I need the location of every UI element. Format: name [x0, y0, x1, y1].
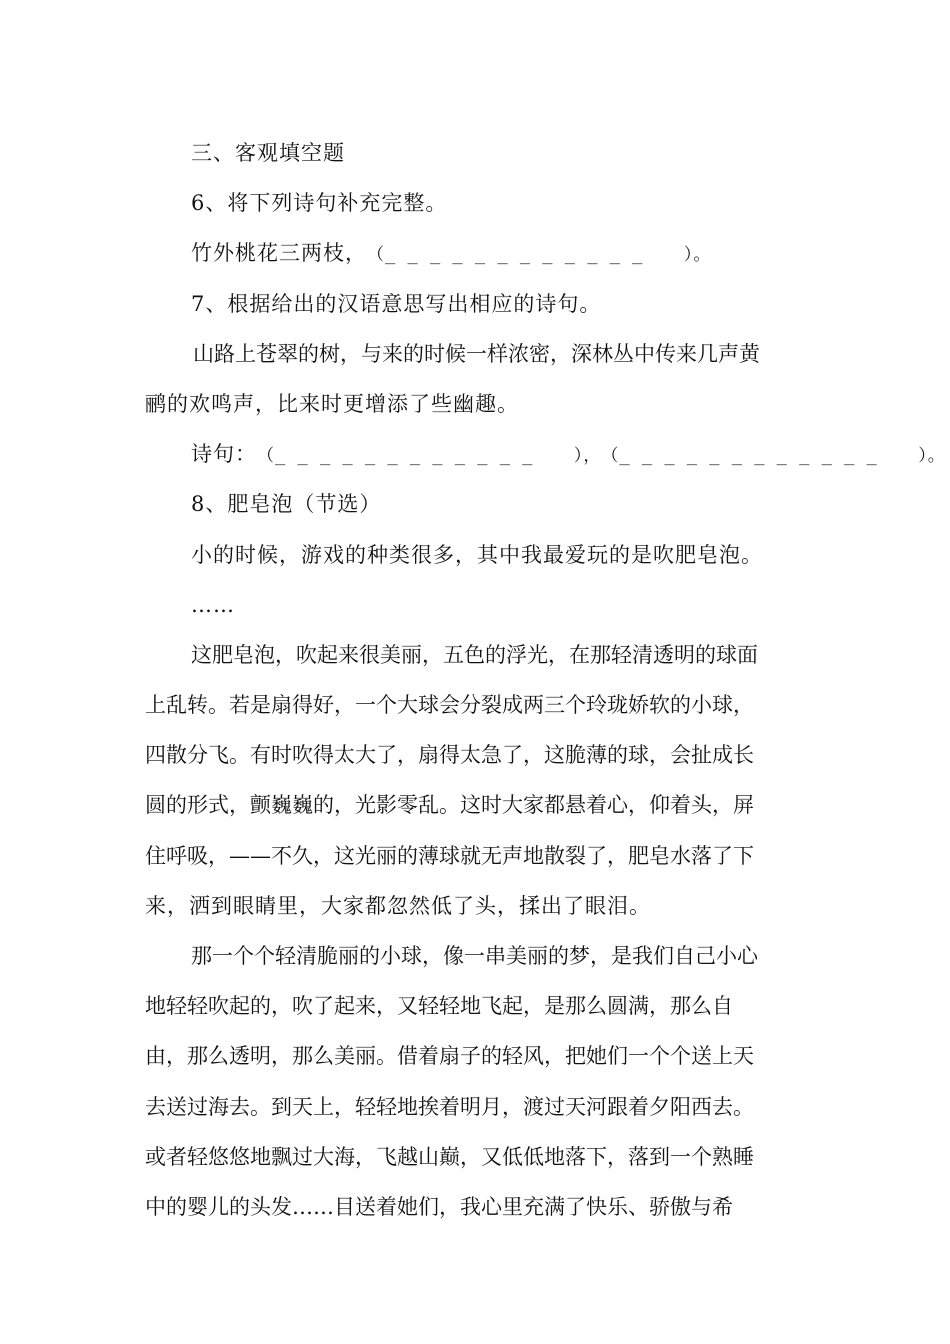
question-6-title: 6、将下列诗句补充完整。 [191, 191, 448, 216]
question-7-title: 7、根据给出的汉语意思写出相应的诗句。 [191, 291, 602, 316]
paragraph-line: 由，那么透明，那么美丽。借着扇子的轻风，把她们一个个送上天 [145, 1044, 754, 1069]
question-7-answer-line [145, 429, 946, 479]
paragraph-line: 住呼吸，——不久，这光丽的薄球就无声地散裂了，肥皂水落了下 [145, 843, 754, 868]
paragraph-line: 中的婴儿的头发……目送着她们，我心里充满了快乐、骄傲与希 [145, 1194, 733, 1219]
question-8-title: 8、肥皂泡（节选） [191, 492, 382, 517]
paragraph-line: 那一个个轻清脆丽的小球，像一串美丽的梦，是我们自己小心 [191, 944, 758, 968]
paragraph-line: 上乱转。若是扇得好，一个大球会分裂成两三个玲珑娇软的小球， [145, 693, 754, 718]
fill-blank[interactable]: （_ _ _ _ _ _ _ _ _ _ _ _ ）。 [601, 446, 946, 467]
question-7-meaning-line: 鹂的欢鸣声，比来时更增添了些幽趣。 [145, 391, 519, 416]
paragraph-line: 这肥皂泡，吹起来很美丽，五色的浮光，在那轻清透明的球面 [191, 642, 758, 667]
paragraph-line: 或者轻悠悠地飘过大海，飞越山巅，又低低地落下，落到一个熟睡 [145, 1144, 754, 1169]
section-title: 三、客观填空题 [191, 141, 345, 165]
fill-blank[interactable]: （_ _ _ _ _ _ _ _ _ _ _ _ ）， [257, 446, 602, 467]
answer-prefix: 诗句： [191, 442, 257, 467]
paragraph-line: 来，洒到眼睛里，大家都忽然低了头，揉出了眼泪。 [145, 893, 651, 918]
paragraph-line: 去送过海去。到天上，轻轻地挨着明月，渡过天河跟着夕阳西去。 [145, 1094, 754, 1119]
paragraph-line: 地轻轻吹起的，吹了起来，又轻轻地飞起，是那么圆满，那么自 [145, 994, 733, 1019]
paragraph-line: 四散分飞。有时吹得太大了，扇得太急了，这脆薄的球，会扯成长 [145, 743, 754, 768]
passage-ellipsis: …… [191, 592, 235, 617]
fill-blank[interactable]: （_ _ _ _ _ _ _ _ _ _ _ _ ）。 [367, 245, 712, 266]
question-7-meaning-line [145, 329, 807, 379]
meaning-text: 山路上苍翠的树，与来的时候一样浓密，深林丛中传来几声黄 [193, 341, 760, 366]
poem-line-prefix: 竹外桃花三两枝， [191, 241, 367, 266]
question-6-line [145, 228, 807, 278]
document-page [145, 128, 946, 1232]
passage-intro: 小的时候，游戏的种类很多，其中我最爱玩的是吹肥皂泡。 [191, 542, 763, 567]
paragraph-line: 圆的形式，颤巍巍的，光影零乱。这时大家都悬着心，仰着头，屏 [145, 793, 754, 818]
